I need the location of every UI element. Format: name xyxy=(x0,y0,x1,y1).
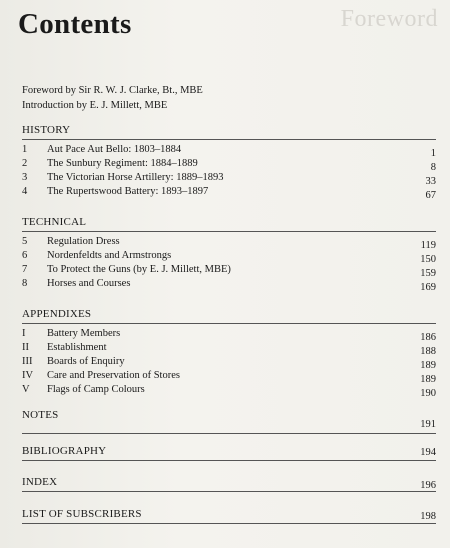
toc-entry xyxy=(22,342,436,356)
entry-title: The Victorian Horse Artillery: 1889–1893 xyxy=(47,172,224,183)
entry-number: 8 xyxy=(22,278,28,289)
entry-title: Boards of Enquiry xyxy=(47,356,125,367)
entry-title: Nordenfeldts and Armstrongs xyxy=(47,250,172,261)
entry-title: To Protect the Guns (by E. J. Millett, MBE) xyxy=(47,264,231,275)
entry-number: 6 xyxy=(22,250,28,261)
section-heading-list-of-subscribers: LIST OF SUBSCRIBERS xyxy=(22,508,142,520)
toc-entry xyxy=(22,250,436,264)
introduction-entry: Introduction by E. J. Millett, MBE xyxy=(22,100,168,111)
entry-number: 7 xyxy=(22,264,28,275)
toc-entry xyxy=(22,328,436,342)
entry-page: 188 xyxy=(420,346,436,357)
toc-entry xyxy=(22,356,436,370)
bleed-through-text: Foreword xyxy=(340,6,438,32)
section-rule xyxy=(22,433,436,434)
toc-entry xyxy=(22,264,436,278)
entry-page: 33 xyxy=(425,176,436,187)
entry-number: II xyxy=(22,342,29,353)
entry-page: 119 xyxy=(420,240,436,251)
entry-title: Battery Members xyxy=(47,328,121,339)
foreword-entry: Foreword by Sir R. W. J. Clarke, Bt., MBE xyxy=(22,85,203,96)
entry-title: Regulation Dress xyxy=(47,236,120,247)
entry-page: 190 xyxy=(420,388,436,399)
toc-entry xyxy=(22,384,436,398)
entry-title: Horses and Courses xyxy=(47,278,131,289)
entry-number: 1 xyxy=(22,144,28,155)
entry-number: 5 xyxy=(22,236,28,247)
toc-entry xyxy=(22,278,436,292)
toc-entry xyxy=(22,144,436,158)
entry-page: 150 xyxy=(420,254,436,265)
entry-page: 186 xyxy=(420,332,436,343)
bibliography-page: 194 xyxy=(420,447,436,458)
section-heading-technical: TECHNICAL xyxy=(22,216,87,228)
entry-number: IV xyxy=(22,370,34,381)
entry-title: The Sunbury Regiment: 1884–1889 xyxy=(47,158,198,169)
section-rule xyxy=(22,139,436,140)
toc-entry xyxy=(22,370,436,384)
subscribers-page: 198 xyxy=(420,511,436,522)
index-page: 196 xyxy=(420,480,436,491)
toc-entry xyxy=(22,158,436,172)
entry-page: 189 xyxy=(420,374,436,385)
page-title: Contents xyxy=(18,8,132,40)
section-heading-index: INDEX xyxy=(22,476,58,488)
section-heading-appendixes: APPENDIXES xyxy=(22,308,92,320)
section-heading-notes: NOTES xyxy=(22,409,59,421)
notes-page: 191 xyxy=(420,419,436,430)
entry-title: Flags of Camp Colours xyxy=(47,384,145,395)
section-rule xyxy=(22,231,436,232)
section-rule xyxy=(22,523,436,524)
entry-number: 2 xyxy=(22,158,28,169)
section-heading-bibliography: BIBLIOGRAPHY xyxy=(22,445,107,457)
entry-number: III xyxy=(22,356,33,367)
entry-page: 189 xyxy=(420,360,436,371)
entry-number: I xyxy=(22,328,26,339)
section-heading-history: HISTORY xyxy=(22,124,71,136)
entry-page: 1 xyxy=(430,148,436,159)
front-matter xyxy=(22,83,203,113)
toc-entry xyxy=(22,236,436,250)
entry-number: 4 xyxy=(22,186,28,197)
entry-number: 3 xyxy=(22,172,28,183)
section-rule xyxy=(22,460,436,461)
section-rule xyxy=(22,491,436,492)
entry-title: Establishment xyxy=(47,342,107,353)
entry-page: 169 xyxy=(420,282,436,293)
entry-page: 67 xyxy=(425,190,436,201)
entry-number: V xyxy=(22,384,30,395)
entry-page: 8 xyxy=(430,162,436,173)
entry-page: 159 xyxy=(420,268,436,279)
entry-title: Aut Pace Aut Bello: 1803–1884 xyxy=(47,144,182,155)
section-rule xyxy=(22,323,436,324)
entry-title: Care and Preservation of Stores xyxy=(47,370,180,381)
toc-entry xyxy=(22,172,436,186)
entry-title: The Rupertswood Battery: 1893–1897 xyxy=(47,186,209,197)
toc-entry xyxy=(22,186,436,200)
